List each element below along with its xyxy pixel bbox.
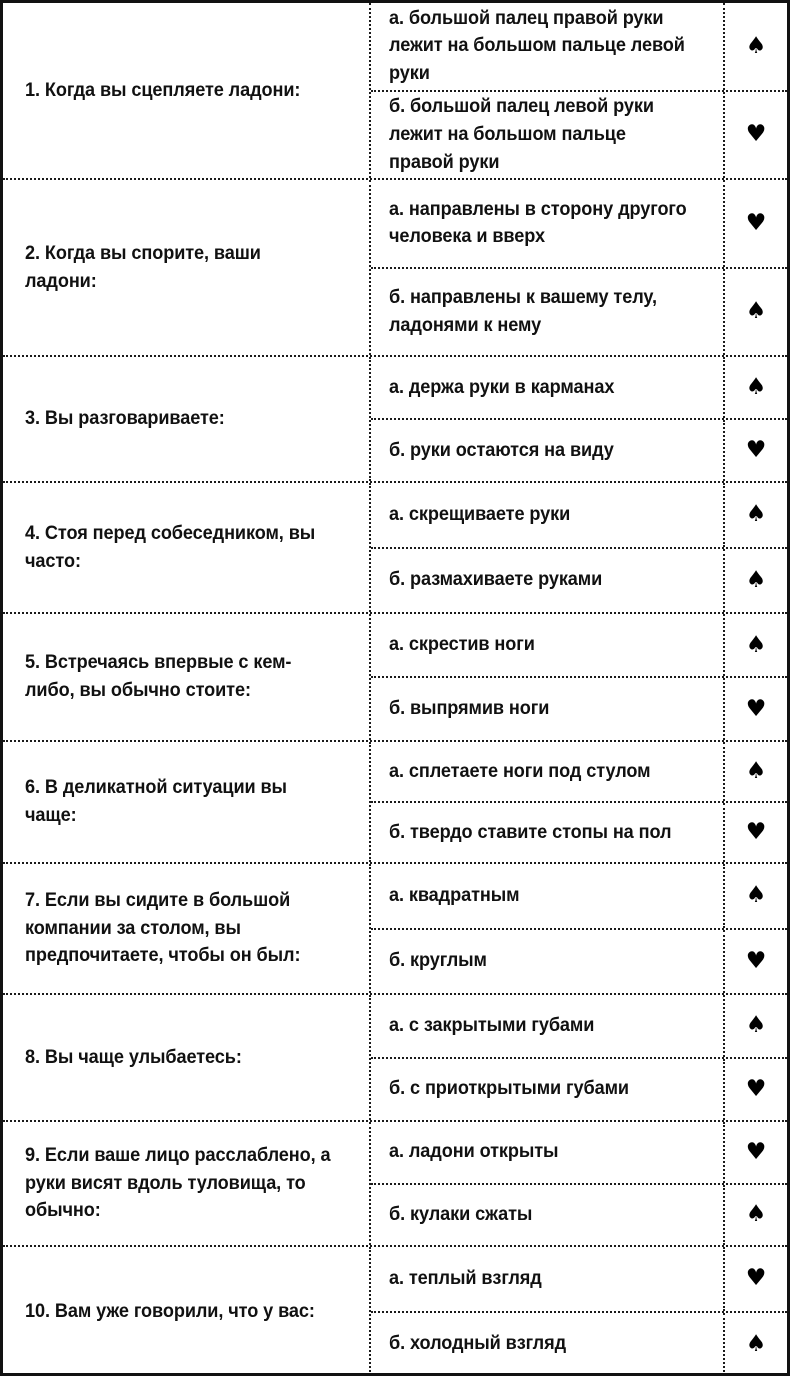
option-row[interactable] [371, 357, 787, 420]
options-cell [371, 357, 787, 481]
option-row[interactable] [371, 1122, 787, 1185]
table-row [3, 742, 787, 864]
option-row[interactable] [371, 3, 787, 92]
suit-cell [725, 1059, 787, 1121]
question-cell [3, 995, 371, 1120]
option-text-cell [371, 1247, 725, 1311]
heart-icon: ♥ [745, 947, 767, 974]
question-text [25, 1298, 332, 1326]
table-row [3, 864, 787, 995]
suit-cell [725, 614, 787, 676]
question-number: 8. [25, 1045, 40, 1068]
option-label: б. круглым [389, 949, 487, 972]
option-label: а. скрестив ноги [389, 633, 535, 656]
option-label: а. большой палец правой руки лежит на большом пальце левой руки [389, 6, 685, 85]
option-label: а. с закрытыми губами [389, 1013, 595, 1036]
spade-icon: ♠ [745, 566, 767, 593]
option-label: б. твердо ставите стопы на пол [389, 820, 672, 843]
suit-cell [725, 1185, 787, 1246]
question-text [25, 1142, 332, 1225]
question-number: 5. [25, 651, 40, 674]
suit-cell [725, 269, 787, 356]
spade-icon: ♠ [745, 32, 767, 59]
table-row [3, 1247, 787, 1376]
suit-cell [725, 357, 787, 418]
question-cell [3, 1122, 371, 1245]
option-label: а. направлены в сторону другого человека и вверх [389, 197, 687, 248]
question-number: 10. [25, 1299, 50, 1322]
suit-cell [725, 930, 787, 994]
question-number: 4. [25, 521, 40, 544]
question-cell [3, 1247, 371, 1376]
option-label: а. сплетаете ноги под стулом [389, 759, 651, 782]
spade-icon: ♠ [745, 1201, 767, 1228]
question-text [25, 240, 332, 295]
question-text [25, 887, 332, 970]
question-label: Когда вы сцепляете ладони: [39, 78, 301, 101]
suit-cell [725, 1313, 787, 1376]
table-row [3, 357, 787, 483]
question-number: 3. [25, 407, 40, 430]
question-number: 7. [25, 888, 40, 911]
question-label: В деликатной ситуации вы чаще: [25, 776, 287, 826]
option-text-cell [371, 92, 725, 179]
option-row[interactable] [371, 483, 787, 549]
table-row [3, 3, 787, 180]
heart-icon: ♥ [745, 1075, 767, 1102]
option-text-cell [371, 483, 725, 547]
option-label: б. с приоткрытыми губами [389, 1077, 629, 1100]
heart-icon: ♥ [745, 819, 767, 845]
question-text [25, 774, 332, 829]
suit-cell [725, 803, 787, 862]
options-cell [371, 180, 787, 355]
options-cell [371, 483, 787, 612]
option-row[interactable] [371, 678, 787, 740]
question-text [25, 77, 332, 105]
option-label: а. держа руки в карманах [389, 375, 615, 398]
option-label: б. руки остаются на виду [389, 438, 614, 461]
heart-icon: ♥ [745, 1265, 767, 1292]
question-cell [3, 180, 371, 355]
option-row[interactable] [371, 549, 787, 613]
option-label: б. кулаки сжаты [389, 1202, 533, 1225]
heart-icon: ♥ [745, 437, 767, 463]
suit-cell [725, 1247, 787, 1311]
option-row[interactable] [371, 1313, 787, 1376]
spade-icon: ♠ [745, 1330, 767, 1357]
option-label: а. теплый взгляд [389, 1266, 542, 1289]
suit-cell [725, 678, 787, 740]
option-row[interactable] [371, 995, 787, 1059]
option-text-cell [371, 803, 725, 862]
option-row[interactable] [371, 1247, 787, 1313]
question-number: 6. [25, 776, 40, 799]
suit-cell [725, 92, 787, 179]
heart-icon: ♥ [745, 121, 767, 148]
options-cell [371, 742, 787, 862]
suit-cell [725, 180, 787, 267]
option-text-cell [371, 742, 725, 801]
option-row[interactable] [371, 180, 787, 269]
option-label: б. большой палец левой руки лежит на большом пальце правой руки [389, 95, 654, 173]
question-label: Вы разговариваете: [39, 407, 225, 430]
question-cell [3, 3, 371, 178]
table-row [3, 180, 787, 357]
option-row[interactable] [371, 614, 787, 678]
option-row[interactable] [371, 742, 787, 803]
option-text-cell [371, 420, 725, 481]
option-row[interactable] [371, 803, 787, 862]
options-cell [371, 864, 787, 993]
question-cell [3, 357, 371, 481]
table-row [3, 614, 787, 742]
question-cell [3, 864, 371, 993]
question-label: Встречаясь впервые с кем-либо, вы обычно стоите: [25, 651, 292, 701]
suit-cell [725, 1122, 787, 1183]
table-row [3, 1122, 787, 1247]
spade-icon: ♠ [745, 758, 767, 784]
suit-cell [725, 420, 787, 481]
question-label: Когда вы спорите, ваши ладони: [25, 241, 261, 292]
suit-cell [725, 742, 787, 801]
option-text-cell [371, 269, 725, 356]
option-row[interactable] [371, 420, 787, 481]
question-label: Если ваше лицо расслаблено, а руки висят вдоль туловища, то обычно: [25, 1143, 331, 1222]
option-text-cell [371, 864, 725, 928]
question-cell [3, 614, 371, 740]
options-cell [371, 3, 787, 178]
option-text-cell [371, 1185, 725, 1246]
options-cell [371, 1247, 787, 1376]
question-text [25, 1044, 332, 1072]
option-label: б. холодный взгляд [389, 1332, 567, 1355]
option-row[interactable] [371, 1059, 787, 1121]
suit-cell [725, 483, 787, 547]
spade-icon: ♠ [745, 374, 767, 400]
option-row[interactable] [371, 269, 787, 356]
table-row [3, 995, 787, 1122]
option-label: б. направлены к вашему телу, ладонями к нему [389, 286, 657, 336]
question-cell [3, 483, 371, 612]
options-cell [371, 995, 787, 1120]
suit-cell [725, 864, 787, 928]
question-label: Если вы сидите в большой компании за столом, вы предпочитаете, чтобы он был: [25, 888, 301, 967]
option-text-cell [371, 1313, 725, 1376]
option-text-cell [371, 1059, 725, 1121]
option-label: а. скрещиваете руки [389, 502, 571, 525]
option-text-cell [371, 930, 725, 994]
question-number: 2. [25, 241, 40, 264]
spade-icon: ♠ [745, 631, 767, 658]
option-row[interactable] [371, 92, 787, 179]
spade-icon: ♠ [745, 882, 767, 909]
option-label: а. ладони открыты [389, 1140, 559, 1163]
question-text [25, 405, 332, 433]
option-text-cell [371, 1122, 725, 1183]
heart-icon: ♥ [745, 209, 767, 236]
option-text-cell [371, 549, 725, 613]
option-label: б. выпрямив ноги [389, 697, 550, 720]
spade-icon: ♠ [745, 501, 767, 528]
suit-cell [725, 995, 787, 1057]
options-cell [371, 1122, 787, 1245]
option-row[interactable] [371, 864, 787, 930]
option-row[interactable] [371, 930, 787, 994]
suit-cell [725, 549, 787, 613]
option-text-cell [371, 995, 725, 1057]
option-text-cell [371, 357, 725, 418]
question-text [25, 649, 332, 704]
question-cell [3, 742, 371, 862]
question-label: Вы чаще улыбаетесь: [39, 1045, 242, 1068]
heart-icon: ♥ [745, 695, 767, 722]
table-row [3, 483, 787, 614]
option-label: а. квадратным [389, 883, 520, 906]
option-text-cell [371, 614, 725, 676]
option-text-cell [371, 180, 725, 267]
question-text [25, 520, 332, 575]
spade-icon: ♠ [745, 298, 767, 325]
option-text-cell [371, 678, 725, 740]
question-number: 1. [25, 78, 40, 101]
question-label: Вам уже говорили, что у вас: [49, 1299, 315, 1322]
option-text-cell [371, 3, 725, 90]
question-label: Стоя перед собеседником, вы часто: [25, 521, 316, 572]
suit-cell [725, 3, 787, 90]
spade-icon: ♠ [745, 1012, 767, 1039]
question-number: 9. [25, 1143, 40, 1166]
heart-icon: ♥ [745, 1138, 767, 1165]
options-cell [371, 614, 787, 740]
option-row[interactable] [371, 1185, 787, 1246]
option-label: б. размахиваете руками [389, 568, 603, 591]
